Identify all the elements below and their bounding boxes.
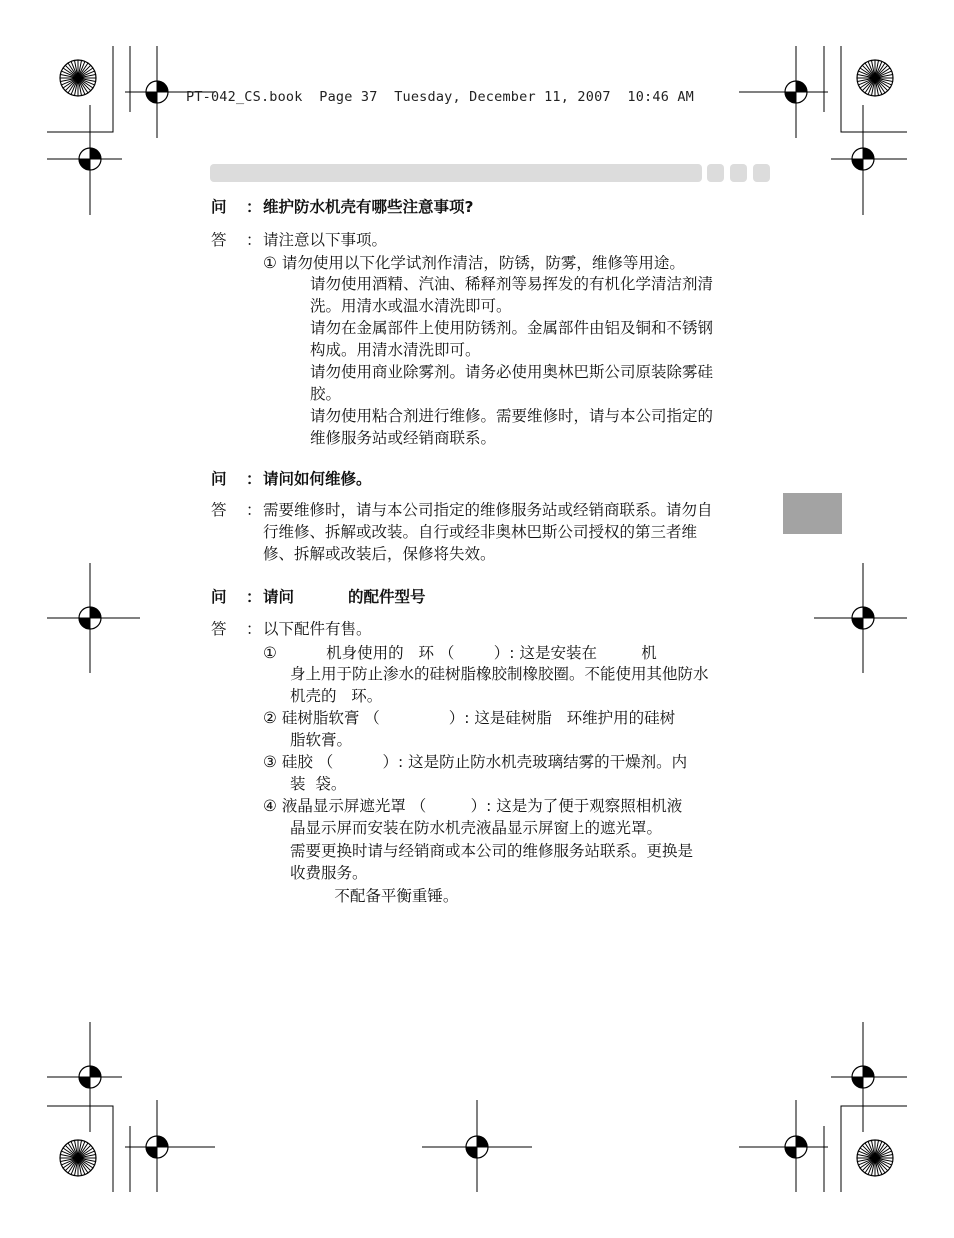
side-tab [783,493,842,534]
print-header [186,89,694,105]
answer-marker: 答 [211,501,227,519]
question-marker: 问 [211,470,227,488]
accessory-item-4: ④ 液晶显示屏遮光罩 （ ）: 这是为了便于观察照相机液 [263,797,683,815]
accessory-item-3: ③ 硅胶 （ ）: 这是防止防水机壳玻璃结雾的干燥剂。内 [263,753,688,771]
accessory-item-2: ② 硅树脂软膏 （ ）: 这是硅树脂 环维护用的硅树 [263,709,676,727]
accessory-item-2: 脂软膏。 [290,731,353,749]
answer-2-line: 修、拆解或改装后，保修将失效。 [263,545,496,563]
question-colon: ： [246,470,262,488]
answer-2-line: 行维修、拆解或改装。自行或经非奥林巴斯公司授权的第三者维 [263,523,698,541]
answer-2-line: 需要维修时，请与本公司指定的维修服务站或经销商联系。请勿自 [263,501,713,519]
answer-1-item-1: ① 请勿使用以下化学试剂作清洁，防锈，防雾，维修等用途。 [263,254,685,272]
accessory-item-1: 身上用于防止渗水的硅树脂橡胶制橡胶圈。不能使用其他防水 [290,665,709,683]
answer-marker: 答 [211,231,227,249]
answer-1-line: 洗。用清水或温水清洗即可。 [310,297,512,315]
question-1-text: 维护防水机壳有哪些注意事项? [263,198,474,216]
answer-3-intro: 以下配件有售。 [263,620,372,638]
answer-1-line: 请勿使用商业除雾剂。请务必使用奥林巴斯公司原装除雾硅 [310,363,714,381]
answer-1-intro: 请注意以下事项。 [263,231,388,249]
section-bar [210,164,702,182]
answer-1-line: 构成。用清水清洗即可。 [310,341,481,359]
section-square-3 [753,164,770,182]
answer-1-line: 请勿使用酒精、汽油、稀释剂等易挥发的有机化学清洁剂清 [310,275,714,293]
accessory-item-1: 机壳的 环。 [290,687,383,705]
answer-marker: 答 [211,620,227,638]
replacement-note: 需要更换时请与经销商或本公司的维修服务站联系。更换是 [290,842,694,860]
answer-colon: ： [246,231,262,249]
question-2-text: 请问如何维修。 [263,470,372,488]
question-marker: 问 [211,588,227,606]
print-time: 10:46 AM [627,89,695,105]
accessory-item-4: 晶显示屏而安装在防水机壳液晶显示屏窗上的遮光罩。 [290,819,663,837]
answer-1-line: 请勿使用粘合剂进行维修。需要维修时，请与本公司指定的 [310,407,714,425]
section-square-2 [730,164,747,182]
answer-colon: ： [246,501,262,519]
accessory-item-1: ① 机身使用的 环 （ ）: 这是安装在 机 [263,644,657,662]
book-filename: PT-042_CS.book [186,89,303,105]
answer-1-line: 胶。 [310,385,342,403]
replacement-note: 收费服务。 [290,864,368,882]
print-date: Tuesday, December 11, 2007 [394,89,611,105]
balance-weight-note: 不配备平衡重锤。 [290,887,459,905]
section-square-1 [707,164,724,182]
question-3-text: 请问 的配件型号 [263,588,426,606]
answer-1-line: 维修服务站或经销商联系。 [310,429,497,447]
accessory-item-3: 装 袋。 [290,775,347,793]
question-colon: ： [246,198,262,216]
question-marker: 问 [211,198,227,216]
page-number: Page 37 [319,89,378,105]
answer-colon: ： [246,620,262,638]
question-colon: ： [246,588,262,606]
answer-1-line: 请勿在金属部件上使用防锈剂。金属部件由铝及铜和不锈钢 [310,319,714,337]
